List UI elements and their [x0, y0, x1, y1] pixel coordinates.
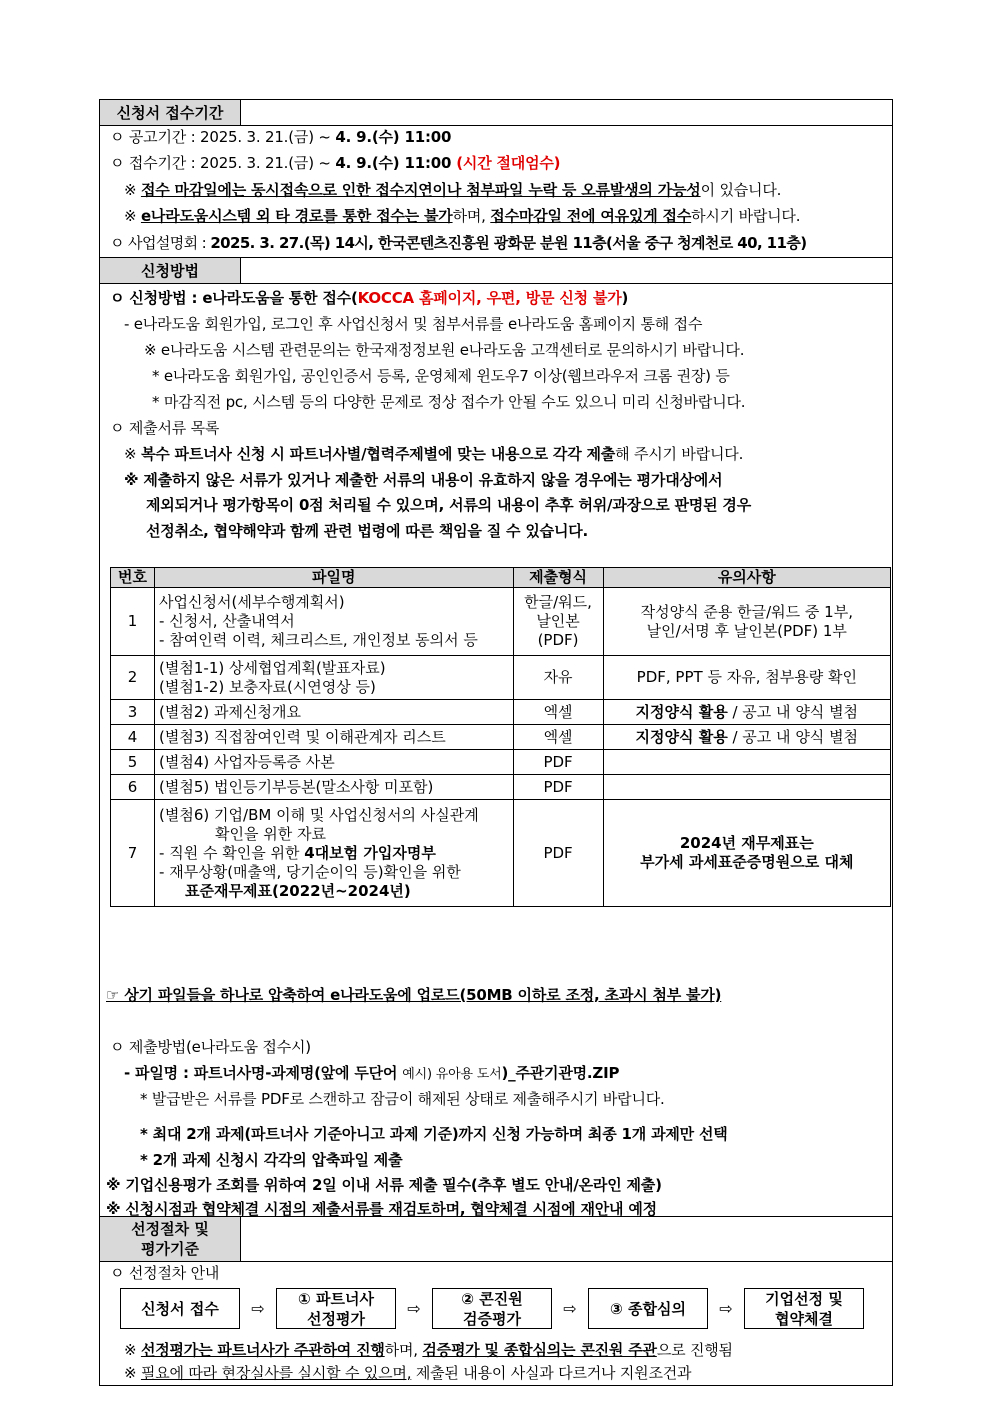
text: (시간 절대엄수) [451, 154, 561, 172]
file-note: PDF, PPT 등 자유, 첨부용량 확인 [603, 656, 890, 700]
text: )_주관기관명.ZIP [501, 1064, 620, 1082]
text: 날인본(PDF) [536, 612, 580, 649]
note-line [124, 206, 800, 226]
text: 하시기 바랍니다. [691, 207, 801, 225]
text: 접수마감일 전에 여유있게 접수 [490, 207, 692, 225]
row-number: 1 [111, 588, 155, 656]
text: / 공고 내 양식 별첨 [727, 727, 859, 746]
text: 예시) 유아용 도서 [402, 1067, 502, 1082]
text: 복수 파트너사 신청 시 파트너사별/협력주제별에 맞는 내용으로 각각 제출 [140, 445, 616, 463]
document [99, 99, 893, 1386]
file-note [603, 775, 890, 800]
docs-warning: ※ 제출하지 않은 서류가 있거나 제출한 서류의 내용이 유효하지 않을 경우에는 평가대상에서 [124, 471, 723, 489]
text: 4. 9.(수) 11:00 [335, 154, 452, 172]
file-note [603, 800, 890, 907]
text: 하며, [452, 207, 491, 225]
text: ※ [124, 1341, 141, 1359]
text: 4대보험 가입자명부 [304, 843, 436, 862]
text: ※ [124, 445, 141, 463]
section-header-period [99, 99, 893, 125]
text: 표준재무제표(2022년~2024년) [185, 881, 411, 900]
step-application [120, 1288, 240, 1329]
file-format: PDF [513, 800, 603, 907]
credit-note: ※ 기업신용평가 조회를 위하여 2일 이내 서류 제출 필수(추후 별도 안내/온라인 제출) [106, 1176, 662, 1194]
upload-instruction: ☞ 상기 파일들을 하나로 압축하여 e나라도움에 업로드(50MB 이하로 조정, 초과시 첨부 불가) [106, 986, 722, 1004]
procedure-heading: ㅇ 선정절차 안내 [110, 1264, 220, 1282]
table-row [111, 588, 891, 656]
text: ※ [124, 181, 141, 199]
text: 부가세 과세표준증명원으로 대체 [640, 853, 854, 871]
text: 날인/서명 후 날인본(PDF) 1부 [646, 621, 847, 640]
table-row [111, 700, 891, 725]
header-cell: 유의사항 [603, 568, 890, 588]
table-row [111, 656, 891, 700]
row-number: 5 [111, 750, 155, 775]
text: 검증평가 및 종합심의는 콘진원 주관 [422, 1341, 657, 1359]
text: - 신청서, 산출내역서 [159, 612, 295, 630]
text: / 공고 내 양식 별첨 [727, 702, 859, 721]
text: - 참여인력 이력, 체크리스트, 개인정보 동의서 등 [159, 631, 478, 649]
text: 사업신청서(세부수행계획서) [159, 593, 345, 611]
text: ㅇ 공고기간 : 2025. 3. 21.(금) ~ [110, 128, 336, 146]
docs-warning: 제외되거나 평가항목이 0점 처리될 수 있으며, 서류의 내용이 추후 허위/과장으로 판명된 경우 [146, 496, 751, 514]
text: (별첨6) 기업/BM 이해 및 사업신청서의 사실관계 [159, 805, 479, 824]
text: 으로 진행됨 [656, 1341, 733, 1359]
submission-note: * 2개 과제 신청시 각각의 압축파일 제출 [140, 1151, 403, 1169]
text: 확인을 위한 자료 [215, 824, 327, 843]
file-format: PDF [513, 750, 603, 775]
row-number: 2 [111, 656, 155, 700]
file-format: 엑셀 [513, 725, 603, 750]
text: ) [621, 289, 629, 307]
file-format [513, 588, 603, 656]
notice-period [110, 127, 451, 147]
file-note [603, 725, 890, 750]
selection-note [124, 1363, 691, 1383]
file-name: (별첨4) 사업자등록증 사본 [155, 750, 513, 775]
header-cell: 파일명 [155, 568, 513, 588]
docs-warning: 선정취소, 협약해약과 함께 관련 법령에 따른 책임을 질 수 있습니다. [146, 522, 589, 540]
text: 접수 마감일에는 동시접속으로 인한 접수지연이나 첨부파일 누락 등 오류발생의 가능성 [140, 181, 701, 199]
text: 해 주시기 바랍니다. [615, 445, 744, 463]
section-body-method-continued [99, 1120, 893, 1216]
section-body-method [99, 283, 893, 1123]
row-number: 7 [111, 800, 155, 907]
procedure-flow [120, 1288, 864, 1329]
text: 4. 9.(수) 11:00 [335, 128, 452, 146]
arrow-icon: ⇨ [719, 1299, 733, 1318]
text: 하며, [384, 1341, 423, 1359]
text: 검증평가 [463, 1309, 521, 1328]
text [159, 844, 508, 863]
text: 제출된 내용이 사실과 다르거나 지원조건과 [411, 1364, 692, 1382]
file-name [155, 800, 513, 907]
table-row [111, 725, 891, 750]
table-row [111, 800, 891, 907]
file-name [155, 588, 513, 656]
text: 기업선정 및 [765, 1289, 843, 1308]
section-label [100, 1217, 241, 1261]
note-line [124, 180, 781, 200]
method-note: * e나라도움 회원가입, 공인인증서 등록, 운영체제 윈도우7 이상(웹브라우저 크롬 권장) 등 [152, 367, 730, 385]
text: (별첨1-2) 보충자료(시연영상 등) [159, 677, 376, 696]
row-number: 6 [111, 775, 155, 800]
briefing-session [110, 233, 806, 253]
row-number: 3 [111, 700, 155, 725]
recheck-note: ※ 신청시점과 협약체결 시점의 제출서류를 재검토하며, 협약체결 시점에 재안내 예정 [106, 1200, 657, 1218]
section-body-selection [99, 1261, 893, 1386]
selection-note [124, 1340, 733, 1360]
text: - 재무상황(매출액, 당기순이익 등)확인을 위한 [159, 862, 461, 881]
docs-note [124, 444, 743, 464]
text: 평가기준 [141, 1240, 199, 1258]
text: - 직원 수 확인을 위한 [159, 843, 305, 862]
submission-period [110, 153, 560, 173]
method-inquiry: ※ e나라도움 시스템 관련문의는 한국재정정보원 e나라도움 고객센터로 문의하시기 바랍니다. [144, 341, 745, 359]
file-name: (별첨2) 과제신청개요 [155, 700, 513, 725]
text: 협약체결 [775, 1309, 833, 1328]
step-partner-eval [276, 1288, 396, 1329]
section-label: 신청서 접수기간 [100, 100, 241, 125]
file-table [110, 567, 891, 907]
method-detail: - e나라도움 회원가입, 로그인 후 사업신청서 및 첨부서류를 e나라도움 홈페이지 통해 접수 [124, 315, 703, 333]
text: 선정평가는 파트너사가 주관하여 진행 [140, 1341, 385, 1359]
text: (별첨1-1) 상세협업계획(발표자료) [159, 658, 386, 677]
arrow-icon: ⇨ [251, 1299, 265, 1318]
file-name [155, 656, 513, 700]
row-number: 4 [111, 725, 155, 750]
text: 필요에 따라 현장실사를 실시할 수 있으며, [140, 1364, 412, 1382]
text: ㅇ 사업설명회 : [110, 234, 211, 252]
text: 2025. 3. 27.(목) 14시, 한국콘텐츠진흥원 광화문 분원 11층(서울 중구 청계천로 40, 11층) [210, 234, 807, 252]
arrow-icon: ⇨ [407, 1299, 421, 1318]
text: 작성양식 준용 한글/워드 중 1부, [640, 602, 853, 621]
text: ② 콘진원 [461, 1289, 523, 1308]
file-note [603, 700, 890, 725]
text: - 파일명 : 파트너사명-과제명(앞에 두단어 [124, 1064, 403, 1082]
text: ※ [124, 1364, 141, 1382]
section-header-selection [99, 1216, 893, 1261]
text: 신청서 접수 [141, 1299, 219, 1318]
submission-note: * 최대 2개 과제(파트너사 기준아니고 과제 기준)까지 신청 가능하며 최종 1개 과제만 선택 [140, 1125, 728, 1143]
text: ㅇ 접수기간 : 2025. 3. 21.(금) ~ [110, 154, 336, 172]
file-format: 자유 [513, 656, 603, 700]
table-row [111, 750, 891, 775]
text: 선정절차 및 [131, 1220, 209, 1238]
submission-note: * 발급받은 서류를 PDF로 스캔하고 잠금이 해제된 상태로 제출해주시기 바랍니다. [140, 1090, 665, 1108]
method-note: * 마감직전 pc, 시스템 등의 다양한 문제로 정상 접수가 안될 수도 있으니 미리 신청바랍니다. [152, 393, 746, 411]
text: ㅇ 신청방법 : e나라도움을 통한 접수( [110, 289, 358, 307]
text: 2024년 재무제표는 [679, 834, 814, 852]
file-name-rule [124, 1063, 619, 1085]
text: ③ 종합심의 [610, 1299, 686, 1318]
table-header-row [111, 568, 891, 588]
text: ① 파트너사 [298, 1289, 374, 1308]
file-note [603, 750, 890, 775]
file-format: PDF [513, 775, 603, 800]
file-name: (별첨3) 직접참여인력 및 이해관계자 리스트 [155, 725, 513, 750]
arrow-icon: ⇨ [563, 1299, 577, 1318]
text: KOCCA 홈페이지, 우편, 방문 신청 불가 [357, 289, 622, 307]
step-verification [432, 1288, 552, 1329]
section-header-method [99, 257, 893, 283]
file-name: (별첨5) 법인등기부등본(말소사항 미포함) [155, 775, 513, 800]
method-line [110, 288, 628, 308]
section-body-period [99, 125, 893, 257]
file-note [603, 588, 890, 656]
header-cell: 번호 [111, 568, 155, 588]
file-format: 엑셀 [513, 700, 603, 725]
text: 선정평가 [307, 1309, 365, 1328]
text: 지정양식 활용 [635, 702, 728, 721]
step-agreement [744, 1288, 864, 1329]
text: 지정양식 활용 [635, 727, 728, 746]
header-cell: 제출형식 [513, 568, 603, 588]
text: 이 있습니다. [700, 181, 782, 199]
text: ※ [124, 207, 141, 225]
docs-heading: ㅇ 제출서류 목록 [110, 419, 220, 437]
text: e나라도움시스템 외 타 경로를 통한 접수는 불가 [140, 207, 453, 225]
section-label: 신청방법 [100, 258, 241, 283]
table-row [111, 775, 891, 800]
submission-method: ㅇ 제출방법(e나라도움 접수시) [110, 1038, 311, 1056]
text: 한글/워드, [524, 593, 592, 611]
step-review [588, 1288, 708, 1329]
